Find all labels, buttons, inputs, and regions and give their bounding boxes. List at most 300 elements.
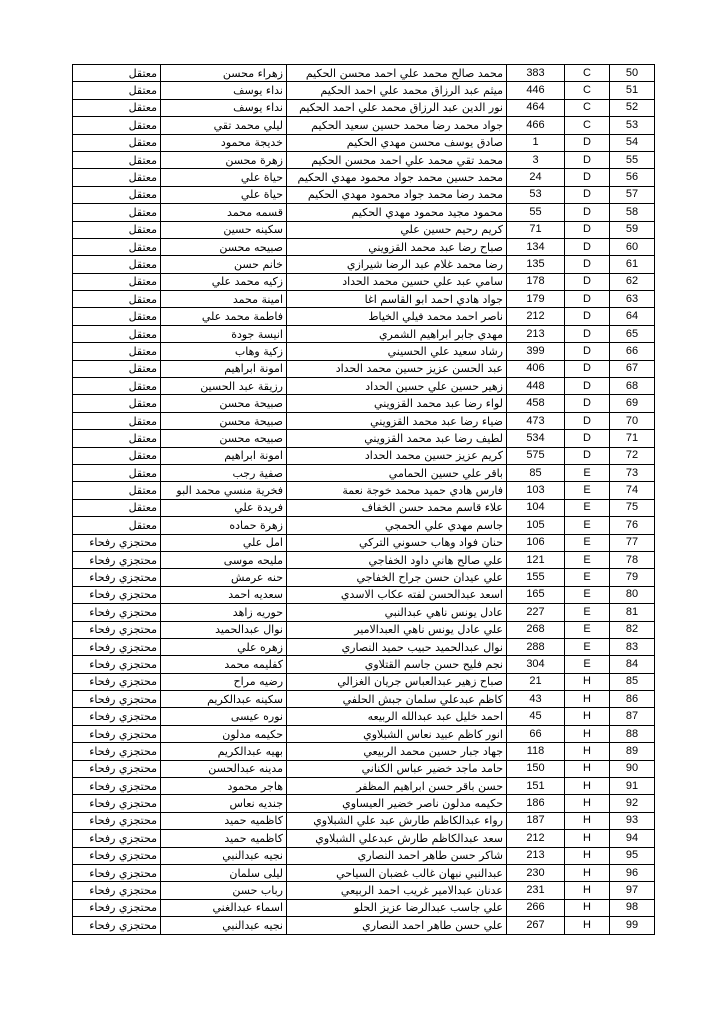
sequence-number-cell: 81 [610, 604, 655, 621]
record-number-cell: 150 [507, 760, 565, 777]
record-number-cell: 55 [507, 204, 565, 221]
group-code-cell: D [565, 204, 610, 221]
status-cell: معتقل [73, 186, 161, 203]
sequence-number-cell: 75 [610, 499, 655, 516]
status-cell: معتقل [73, 221, 161, 238]
mother-name-cell: حياة علي [161, 169, 287, 186]
records-table [72, 64, 655, 935]
mother-name-cell: صبيحه محسن [161, 430, 287, 447]
group-code-cell: H [565, 691, 610, 708]
group-code-cell: D [565, 343, 610, 360]
status-cell: معتقل [73, 308, 161, 325]
mother-name-cell: رباب حسن [161, 882, 287, 899]
group-code-cell: D [565, 430, 610, 447]
full-name-cell: جاسم مهدي علي الحمجي [287, 517, 507, 534]
record-number-cell: 448 [507, 378, 565, 395]
table-row [73, 778, 655, 795]
group-code-cell: D [565, 169, 610, 186]
sequence-number-cell: 63 [610, 291, 655, 308]
mother-name-cell: صفية رجب [161, 464, 287, 481]
status-cell: معتقل [73, 360, 161, 377]
table-row [73, 256, 655, 273]
sequence-number-cell: 90 [610, 760, 655, 777]
status-cell: محتجزي رفحاء [73, 812, 161, 829]
status-cell: معتقل [73, 291, 161, 308]
mother-name-cell: جنديه نعاس [161, 795, 287, 812]
status-cell: محتجزي رفحاء [73, 725, 161, 742]
full-name-cell: صباح رضا عبد محمد القزويني [287, 238, 507, 255]
mother-name-cell: فخرية منسي محمد البو [161, 482, 287, 499]
table-row [73, 899, 655, 916]
mother-name-cell: امونة ابراهيم [161, 447, 287, 464]
sequence-number-cell: 73 [610, 464, 655, 481]
mother-name-cell: نجيه عبدالنبي [161, 847, 287, 864]
status-cell: محتجزي رفحاء [73, 621, 161, 638]
group-code-cell: E [565, 517, 610, 534]
full-name-cell: شاكر حسن طاهر احمد النصاري [287, 847, 507, 864]
sequence-number-cell: 56 [610, 169, 655, 186]
status-cell: محتجزي رفحاء [73, 847, 161, 864]
record-number-cell: 155 [507, 569, 565, 586]
record-number-cell: 85 [507, 464, 565, 481]
sequence-number-cell: 74 [610, 482, 655, 499]
status-cell: معتقل [73, 412, 161, 429]
full-name-cell: جواد هادي احمد ابو القاسم اغا [287, 291, 507, 308]
full-name-cell: صادق يوسف محسن مهدي الحكيم [287, 134, 507, 151]
sequence-number-cell: 57 [610, 186, 655, 203]
group-code-cell: D [565, 151, 610, 168]
full-name-cell: صباح زهير عبدالعباس جريان الغزالي [287, 673, 507, 690]
mother-name-cell: فريدة علي [161, 499, 287, 516]
group-code-cell: D [565, 134, 610, 151]
table-row [73, 204, 655, 221]
full-name-cell: زهير حسين علي حسين الحداد [287, 378, 507, 395]
sequence-number-cell: 89 [610, 743, 655, 760]
sequence-number-cell: 88 [610, 725, 655, 742]
record-number-cell: 45 [507, 708, 565, 725]
record-number-cell: 383 [507, 65, 565, 82]
status-cell: معتقل [73, 117, 161, 134]
group-code-cell: E [565, 656, 610, 673]
group-code-cell: D [565, 412, 610, 429]
record-number-cell: 399 [507, 343, 565, 360]
sequence-number-cell: 92 [610, 795, 655, 812]
record-number-cell: 104 [507, 499, 565, 516]
mother-name-cell: زهراء محسن [161, 65, 287, 82]
status-cell: معتقل [73, 273, 161, 290]
group-code-cell: D [565, 308, 610, 325]
sequence-number-cell: 76 [610, 517, 655, 534]
status-cell: محتجزي رفحاء [73, 586, 161, 603]
full-name-cell: علي عيدان حسن جراح الخفاجي [287, 569, 507, 586]
status-cell: معتقل [73, 238, 161, 255]
group-code-cell: E [565, 534, 610, 551]
mother-name-cell: ليلى سلمان [161, 864, 287, 881]
group-code-cell: D [565, 360, 610, 377]
full-name-cell: سامي عبد علي حسين محمد الحداد [287, 273, 507, 290]
full-name-cell: كريم رحيم حسين علي [287, 221, 507, 238]
mother-name-cell: نجيه عبدالنبي [161, 917, 287, 934]
table-row [73, 812, 655, 829]
record-number-cell: 266 [507, 899, 565, 916]
group-code-cell: E [565, 569, 610, 586]
status-cell: معتقل [73, 65, 161, 82]
full-name-cell: عبد الحسن عزيز حسين محمد الحداد [287, 360, 507, 377]
table-row [73, 847, 655, 864]
mother-name-cell: نوره عيسى [161, 708, 287, 725]
status-cell: محتجزي رفحاء [73, 864, 161, 881]
sequence-number-cell: 70 [610, 412, 655, 429]
group-code-cell: H [565, 917, 610, 934]
sequence-number-cell: 54 [610, 134, 655, 151]
record-number-cell: 464 [507, 99, 565, 116]
mother-name-cell: هاجر محمود [161, 778, 287, 795]
group-code-cell: E [565, 604, 610, 621]
status-cell: محتجزي رفحاء [73, 638, 161, 655]
record-number-cell: 268 [507, 621, 565, 638]
group-code-cell: C [565, 117, 610, 134]
table-row [73, 586, 655, 603]
sequence-number-cell: 79 [610, 569, 655, 586]
record-number-cell: 466 [507, 117, 565, 134]
table-row [73, 65, 655, 82]
table-row [73, 708, 655, 725]
status-cell: معتقل [73, 151, 161, 168]
full-name-cell: عدنان عبدالامير غريب احمد الربيعي [287, 882, 507, 899]
full-name-cell: محمد تقي محمد علي احمد محسن الحكيم [287, 151, 507, 168]
group-code-cell: D [565, 221, 610, 238]
record-number-cell: 458 [507, 395, 565, 412]
status-cell: محتجزي رفحاء [73, 882, 161, 899]
group-code-cell: H [565, 847, 610, 864]
mother-name-cell: اسماء عبدالغني [161, 899, 287, 916]
mother-name-cell: صبيحة محسن [161, 412, 287, 429]
full-name-cell: احمد خليل عبد عبدالله الربيعه [287, 708, 507, 725]
table-row [73, 551, 655, 568]
group-code-cell: H [565, 708, 610, 725]
group-code-cell: D [565, 273, 610, 290]
status-cell: محتجزي رفحاء [73, 569, 161, 586]
status-cell: محتجزي رفحاء [73, 551, 161, 568]
full-name-cell: حامد ماجد خضير عباس الكناني [287, 760, 507, 777]
record-number-cell: 231 [507, 882, 565, 899]
sequence-number-cell: 96 [610, 864, 655, 881]
full-name-cell: علاء قاسم محمد حسن الخفاف [287, 499, 507, 516]
group-code-cell: H [565, 795, 610, 812]
sequence-number-cell: 85 [610, 673, 655, 690]
table-row [73, 638, 655, 655]
table-row [73, 464, 655, 481]
mother-name-cell: مدينه عبدالحسن [161, 760, 287, 777]
record-number-cell: 43 [507, 691, 565, 708]
mother-name-cell: نوال عبدالحميد [161, 621, 287, 638]
group-code-cell: H [565, 673, 610, 690]
sequence-number-cell: 62 [610, 273, 655, 290]
record-number-cell: 212 [507, 830, 565, 847]
group-code-cell: D [565, 256, 610, 273]
sequence-number-cell: 60 [610, 238, 655, 255]
record-number-cell: 267 [507, 917, 565, 934]
table-row [73, 482, 655, 499]
mother-name-cell: سكينه حسين [161, 221, 287, 238]
sequence-number-cell: 55 [610, 151, 655, 168]
table-row [73, 378, 655, 395]
full-name-cell: ناصر احمد محمد فيلي الخياط [287, 308, 507, 325]
table-row [73, 569, 655, 586]
status-cell: محتجزي رفحاء [73, 760, 161, 777]
status-cell: معتقل [73, 169, 161, 186]
mother-name-cell: سكينه عبدالكريم [161, 691, 287, 708]
mother-name-cell: كاظميه حميد [161, 812, 287, 829]
status-cell: معتقل [73, 343, 161, 360]
group-code-cell: E [565, 638, 610, 655]
record-number-cell: 103 [507, 482, 565, 499]
full-name-cell: نوال عبدالحميد حبيب حميد النصاري [287, 638, 507, 655]
status-cell: محتجزي رفحاء [73, 656, 161, 673]
mother-name-cell: رزيقة عبد الحسين [161, 378, 287, 395]
sequence-number-cell: 78 [610, 551, 655, 568]
table-row [73, 534, 655, 551]
sequence-number-cell: 52 [610, 99, 655, 116]
group-code-cell: H [565, 812, 610, 829]
record-number-cell: 473 [507, 412, 565, 429]
status-cell: معتقل [73, 204, 161, 221]
status-cell: معتقل [73, 447, 161, 464]
table-row [73, 725, 655, 742]
full-name-cell: مهدي جابر ابراهيم الشمري [287, 325, 507, 342]
record-number-cell: 406 [507, 360, 565, 377]
table-row [73, 221, 655, 238]
record-number-cell: 105 [507, 517, 565, 534]
mother-name-cell: زكيه محمد علي [161, 273, 287, 290]
status-cell: معتقل [73, 325, 161, 342]
status-cell: معتقل [73, 378, 161, 395]
full-name-cell: ميثم عبد الرزاق محمد علي احمد الحكيم [287, 82, 507, 99]
status-cell: محتجزي رفحاء [73, 830, 161, 847]
mother-name-cell: زهرة محسن [161, 151, 287, 168]
full-name-cell: حكيمه مدلون ناصر خضير العيساوي [287, 795, 507, 812]
sequence-number-cell: 84 [610, 656, 655, 673]
sequence-number-cell: 69 [610, 395, 655, 412]
group-code-cell: C [565, 65, 610, 82]
full-name-cell: كريم عزيز حسين محمد الحداد [287, 447, 507, 464]
mother-name-cell: نداء يوسف [161, 82, 287, 99]
mother-name-cell: فاطمة محمد علي [161, 308, 287, 325]
status-cell: معتقل [73, 499, 161, 516]
sequence-number-cell: 91 [610, 778, 655, 795]
sequence-number-cell: 65 [610, 325, 655, 342]
mother-name-cell: مليحه موسى [161, 551, 287, 568]
status-cell: محتجزي رفحاء [73, 795, 161, 812]
group-code-cell: H [565, 725, 610, 742]
group-code-cell: D [565, 395, 610, 412]
full-name-cell: انور كاظم عبيد نعاس الشبلاوي [287, 725, 507, 742]
sequence-number-cell: 58 [610, 204, 655, 221]
full-name-cell: نور الدين عبد الرزاق محمد علي احمد الحكيم [287, 99, 507, 116]
records-table-body [73, 65, 655, 935]
status-cell: معتقل [73, 464, 161, 481]
sequence-number-cell: 51 [610, 82, 655, 99]
record-number-cell: 446 [507, 82, 565, 99]
group-code-cell: H [565, 760, 610, 777]
group-code-cell: D [565, 378, 610, 395]
record-number-cell: 118 [507, 743, 565, 760]
mother-name-cell: نداء يوسف [161, 99, 287, 116]
table-row [73, 882, 655, 899]
mother-name-cell: خانم حسن [161, 256, 287, 273]
group-code-cell: E [565, 586, 610, 603]
status-cell: محتجزي رفحاء [73, 708, 161, 725]
table-row [73, 395, 655, 412]
mother-name-cell: حنه عرمش [161, 569, 287, 586]
table-row [73, 325, 655, 342]
full-name-cell: سعد عبدالكاظم طارش عبدعلي الشبلاوي [287, 830, 507, 847]
status-cell: محتجزي رفحاء [73, 743, 161, 760]
sequence-number-cell: 50 [610, 65, 655, 82]
table-row [73, 517, 655, 534]
full-name-cell: علي جاسب عبدالرضا عزيز الحلو [287, 899, 507, 916]
table-row [73, 273, 655, 290]
group-code-cell: D [565, 291, 610, 308]
table-row [73, 447, 655, 464]
mother-name-cell: حياة علي [161, 186, 287, 203]
mother-name-cell: كفليمه محمد [161, 656, 287, 673]
sequence-number-cell: 59 [610, 221, 655, 238]
table-row [73, 291, 655, 308]
table-row [73, 151, 655, 168]
full-name-cell: محمود مجيد محمود مهدي الحكيم [287, 204, 507, 221]
sequence-number-cell: 67 [610, 360, 655, 377]
group-code-cell: H [565, 778, 610, 795]
record-number-cell: 21 [507, 673, 565, 690]
mother-name-cell: امينة محمد [161, 291, 287, 308]
table-row [73, 412, 655, 429]
group-code-cell: E [565, 621, 610, 638]
sequence-number-cell: 71 [610, 430, 655, 447]
group-code-cell: D [565, 186, 610, 203]
status-cell: معتقل [73, 256, 161, 273]
full-name-cell: ضياء رضا عبد محمد القزويني [287, 412, 507, 429]
table-row [73, 864, 655, 881]
mother-name-cell: امل علي [161, 534, 287, 551]
table-row [73, 604, 655, 621]
status-cell: معتقل [73, 82, 161, 99]
table-row [73, 499, 655, 516]
group-code-cell: D [565, 238, 610, 255]
record-number-cell: 151 [507, 778, 565, 795]
record-number-cell: 534 [507, 430, 565, 447]
sequence-number-cell: 82 [610, 621, 655, 638]
sequence-number-cell: 87 [610, 708, 655, 725]
group-code-cell: E [565, 482, 610, 499]
full-name-cell: علي صالح هاني داود الخفاجي [287, 551, 507, 568]
full-name-cell: رواء عبدالكاظم طارش عبد علي الشبلاوي [287, 812, 507, 829]
table-row [73, 238, 655, 255]
full-name-cell: علي حسن طاهر احمد النصاري [287, 917, 507, 934]
record-number-cell: 575 [507, 447, 565, 464]
group-code-cell: H [565, 743, 610, 760]
table-row [73, 360, 655, 377]
full-name-cell: رشاد سعيد علي الحسيني [287, 343, 507, 360]
table-row [73, 656, 655, 673]
full-name-cell: محمد صالح محمد علي احمد محسن الحكيم [287, 65, 507, 82]
mother-name-cell: صبيحه محسن [161, 238, 287, 255]
mother-name-cell: قسمه محمد [161, 204, 287, 221]
record-number-cell: 227 [507, 604, 565, 621]
sequence-number-cell: 97 [610, 882, 655, 899]
sequence-number-cell: 68 [610, 378, 655, 395]
sequence-number-cell: 80 [610, 586, 655, 603]
record-number-cell: 288 [507, 638, 565, 655]
table-row [73, 691, 655, 708]
document-page [72, 64, 654, 935]
sequence-number-cell: 77 [610, 534, 655, 551]
record-number-cell: 187 [507, 812, 565, 829]
record-number-cell: 24 [507, 169, 565, 186]
status-cell: محتجزي رفحاء [73, 917, 161, 934]
sequence-number-cell: 86 [610, 691, 655, 708]
record-number-cell: 66 [507, 725, 565, 742]
table-row [73, 917, 655, 934]
record-number-cell: 3 [507, 151, 565, 168]
table-row [73, 673, 655, 690]
status-cell: معتقل [73, 517, 161, 534]
full-name-cell: حنان فواد وهاب حسوني التركي [287, 534, 507, 551]
table-row [73, 830, 655, 847]
status-cell: محتجزي رفحاء [73, 604, 161, 621]
full-name-cell: كاظم عبدعلي سلمان جبش الحلفي [287, 691, 507, 708]
group-code-cell: H [565, 830, 610, 847]
group-code-cell: E [565, 551, 610, 568]
status-cell: معتقل [73, 99, 161, 116]
full-name-cell: حسن باقر حسن ابراهيم المظفر [287, 778, 507, 795]
sequence-number-cell: 66 [610, 343, 655, 360]
full-name-cell: لطيف رضا عبد محمد القزويني [287, 430, 507, 447]
group-code-cell: H [565, 882, 610, 899]
group-code-cell: H [565, 899, 610, 916]
status-cell: معتقل [73, 430, 161, 447]
full-name-cell: عبدالنبي نبهان غالب غضبان السياحي [287, 864, 507, 881]
mother-name-cell: رضيه مراح [161, 673, 287, 690]
full-name-cell: نجم فليح حسن جاسم القتلاوي [287, 656, 507, 673]
full-name-cell: علي عادل يونس ناهي العبدالامير [287, 621, 507, 638]
table-row [73, 99, 655, 116]
table-row [73, 134, 655, 151]
record-number-cell: 106 [507, 534, 565, 551]
group-code-cell: C [565, 99, 610, 116]
sequence-number-cell: 61 [610, 256, 655, 273]
sequence-number-cell: 98 [610, 899, 655, 916]
table-row [73, 430, 655, 447]
mother-name-cell: انيسة جودة [161, 325, 287, 342]
record-number-cell: 230 [507, 864, 565, 881]
table-row [73, 117, 655, 134]
mother-name-cell: كاظميه حميد [161, 830, 287, 847]
full-name-cell: محمد رضا محمد جواد محمود مهدي الحكيم [287, 186, 507, 203]
status-cell: محتجزي رفحاء [73, 691, 161, 708]
mother-name-cell: ليلي محمد تقي [161, 117, 287, 134]
record-number-cell: 186 [507, 795, 565, 812]
full-name-cell: اسعد عبدالحسن لفته عكاب الاسدي [287, 586, 507, 603]
full-name-cell: لواء رضا عبد محمد القزويني [287, 395, 507, 412]
full-name-cell: جهاد جبار حسين محمد الربيعي [287, 743, 507, 760]
record-number-cell: 1 [507, 134, 565, 151]
record-number-cell: 179 [507, 291, 565, 308]
sequence-number-cell: 94 [610, 830, 655, 847]
table-row [73, 795, 655, 812]
mother-name-cell: زكية وهاب [161, 343, 287, 360]
mother-name-cell: حكيمه مدلون [161, 725, 287, 742]
